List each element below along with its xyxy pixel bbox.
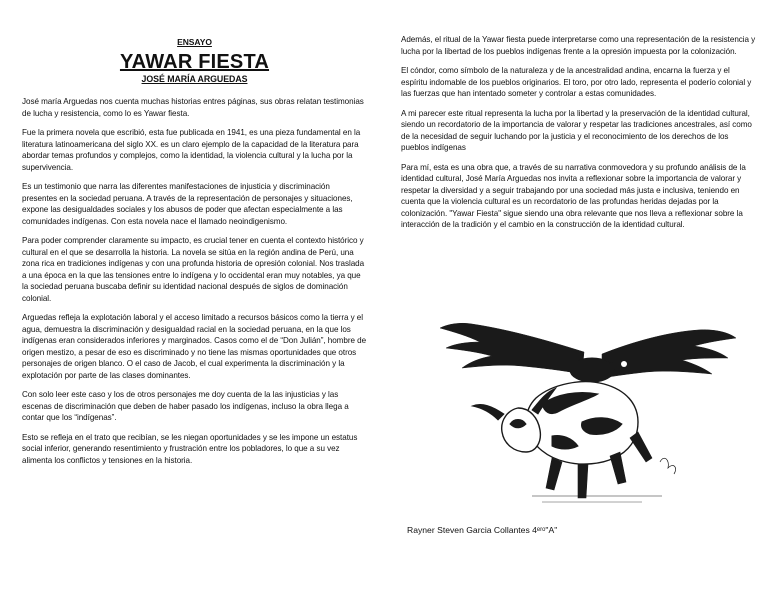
paragraph: Arguedas refleja la explotación laboral y el acceso limitado a recursos básicos como la tierra y el agua, demuestra la discriminación y desigualdad racial en la sociedad peruana, en la que los indígenas eran considerados inferiores y marginados. Casos como el de “Don Julián”, hombre de origen mestizo, a pesar de eso es discriminado y no tiene las mismas oportunidades que otros personajes de origen blanco. O el caso de Jacob, el cual experimenta la discriminación y la explotación por parte de las clases dominantes.: [22, 313, 367, 380]
right-column: [401, 34, 756, 239]
paragraph: A mi parecer este ritual representa la lucha por la libertad y la preservación de la identidad cultural, siendo un recordatorio de la importancia de valorar y respetar las tradiciones ancestrales, así como de la necesidad de seguir luchando por la justicia y el reconocimiento de los derechos de los pueblos indígenas: [401, 108, 752, 152]
essay-title: YAWAR FIESTA: [119, 51, 270, 73]
paragraph: José maría Arguedas nos cuenta muchas historias entres páginas, sus obras relatan testimonias de lucha y resistencia, como lo es Yawar fiesta.: [22, 97, 364, 118]
left-column: [22, 0, 367, 474]
paragraph: Fue la primera novela que escribió, esta fue publicada en 1941, es una pieza fundamental en la literatura latinoamericana del siglo XX. es un claro ejemplo de la capacidad de la literatura para abordar temas profundos y complejos, como la identidad, la violencia cultural y la lucha por la supervivencia.: [22, 128, 361, 172]
paragraph: Además, el ritual de la Yawar fiesta puede interpretarse como una representación de la resistencia y lucha por la libertad de los pueblos indígenas frente a la opresión impuesta por la colonización.: [401, 35, 756, 56]
paragraph: Para mí, esta es una obra que, a través de su narrativa conmovedora y su profundo análisis de la identidad cultural, José María Arguedas nos invita a reflexionar sobre la importancia de valorar y respetar la diversidad y a seguir trabajando por una sociedad más justa e inclusiva, teniendo en cuenta que la violencia cultural es un recordatorio de las profundas heridas dejadas por la colonización. "Yawar Fiesta" sigue siendo una obra relevante que nos lleva a reflexionar sobre la interacción de la tradición y el cambio en la construcción de la identidad cultural.: [401, 162, 746, 229]
paragraph: El cóndor, como símbolo de la naturaleza y de la ancestralidad andina, encarna la fuerza y el espíritu indomable de los pueblos originarios. El toro, por otro lado, representa el poderío colonial y las fuerzas que han intentado someter y controlar a estas comunidades.: [401, 66, 752, 98]
essay-author: JOSÉ MARÍA ARGUEDAS: [141, 74, 248, 84]
paragraph: Con solo leer este caso y los de otros personajes me doy cuenta de la las injusticias y las escenas de discriminación que deben de haber pasado los indígenas, incluso la obra llega a contar que los “indígenas”.: [22, 390, 349, 422]
paragraph: Es un testimonio que narra las diferentes manifestaciones de injusticia y discriminación presentes en la sociedad peruana. A través de la representación de personajes y situaciones, expone las desigualdades sociales y los abusos de poder que afectan especialmente a las comunidades indígenas. Con esta novela nace el llamado neoindigenismo.: [22, 182, 353, 226]
paragraph: Para poder comprender claramente su impacto, es crucial tener en cuenta el contexto histórico y cultural en el que se desarrolla la historia. La novela se sitúa en la región andina de Perú, una zona rica en tradiciones indígenas y con una profunda historia de opresión colonial. Nos traslada a una época en la que las tensiones entre lo indígena y lo occidental eran muy notables, ya que la sociedad peruana buscaba definir su identidad nacional después de siglos de dominación colonial.: [22, 236, 365, 303]
condor-on-bull-illustration-icon: [432, 312, 738, 512]
paragraph: Esto se refleja en el trato que recibían, se les niegan oportunidades y se les impone un estatus social inferior, generando resentimiento y frustración entre los pobladores, lo que a su vez alimenta los conflictos y tensiones en la historia.: [22, 432, 358, 465]
essay-kicker: ENSAYO: [177, 37, 212, 47]
author-caption: Rayner Steven Garcia Collantes 4ᵉʳᵒ"A": [407, 525, 558, 535]
